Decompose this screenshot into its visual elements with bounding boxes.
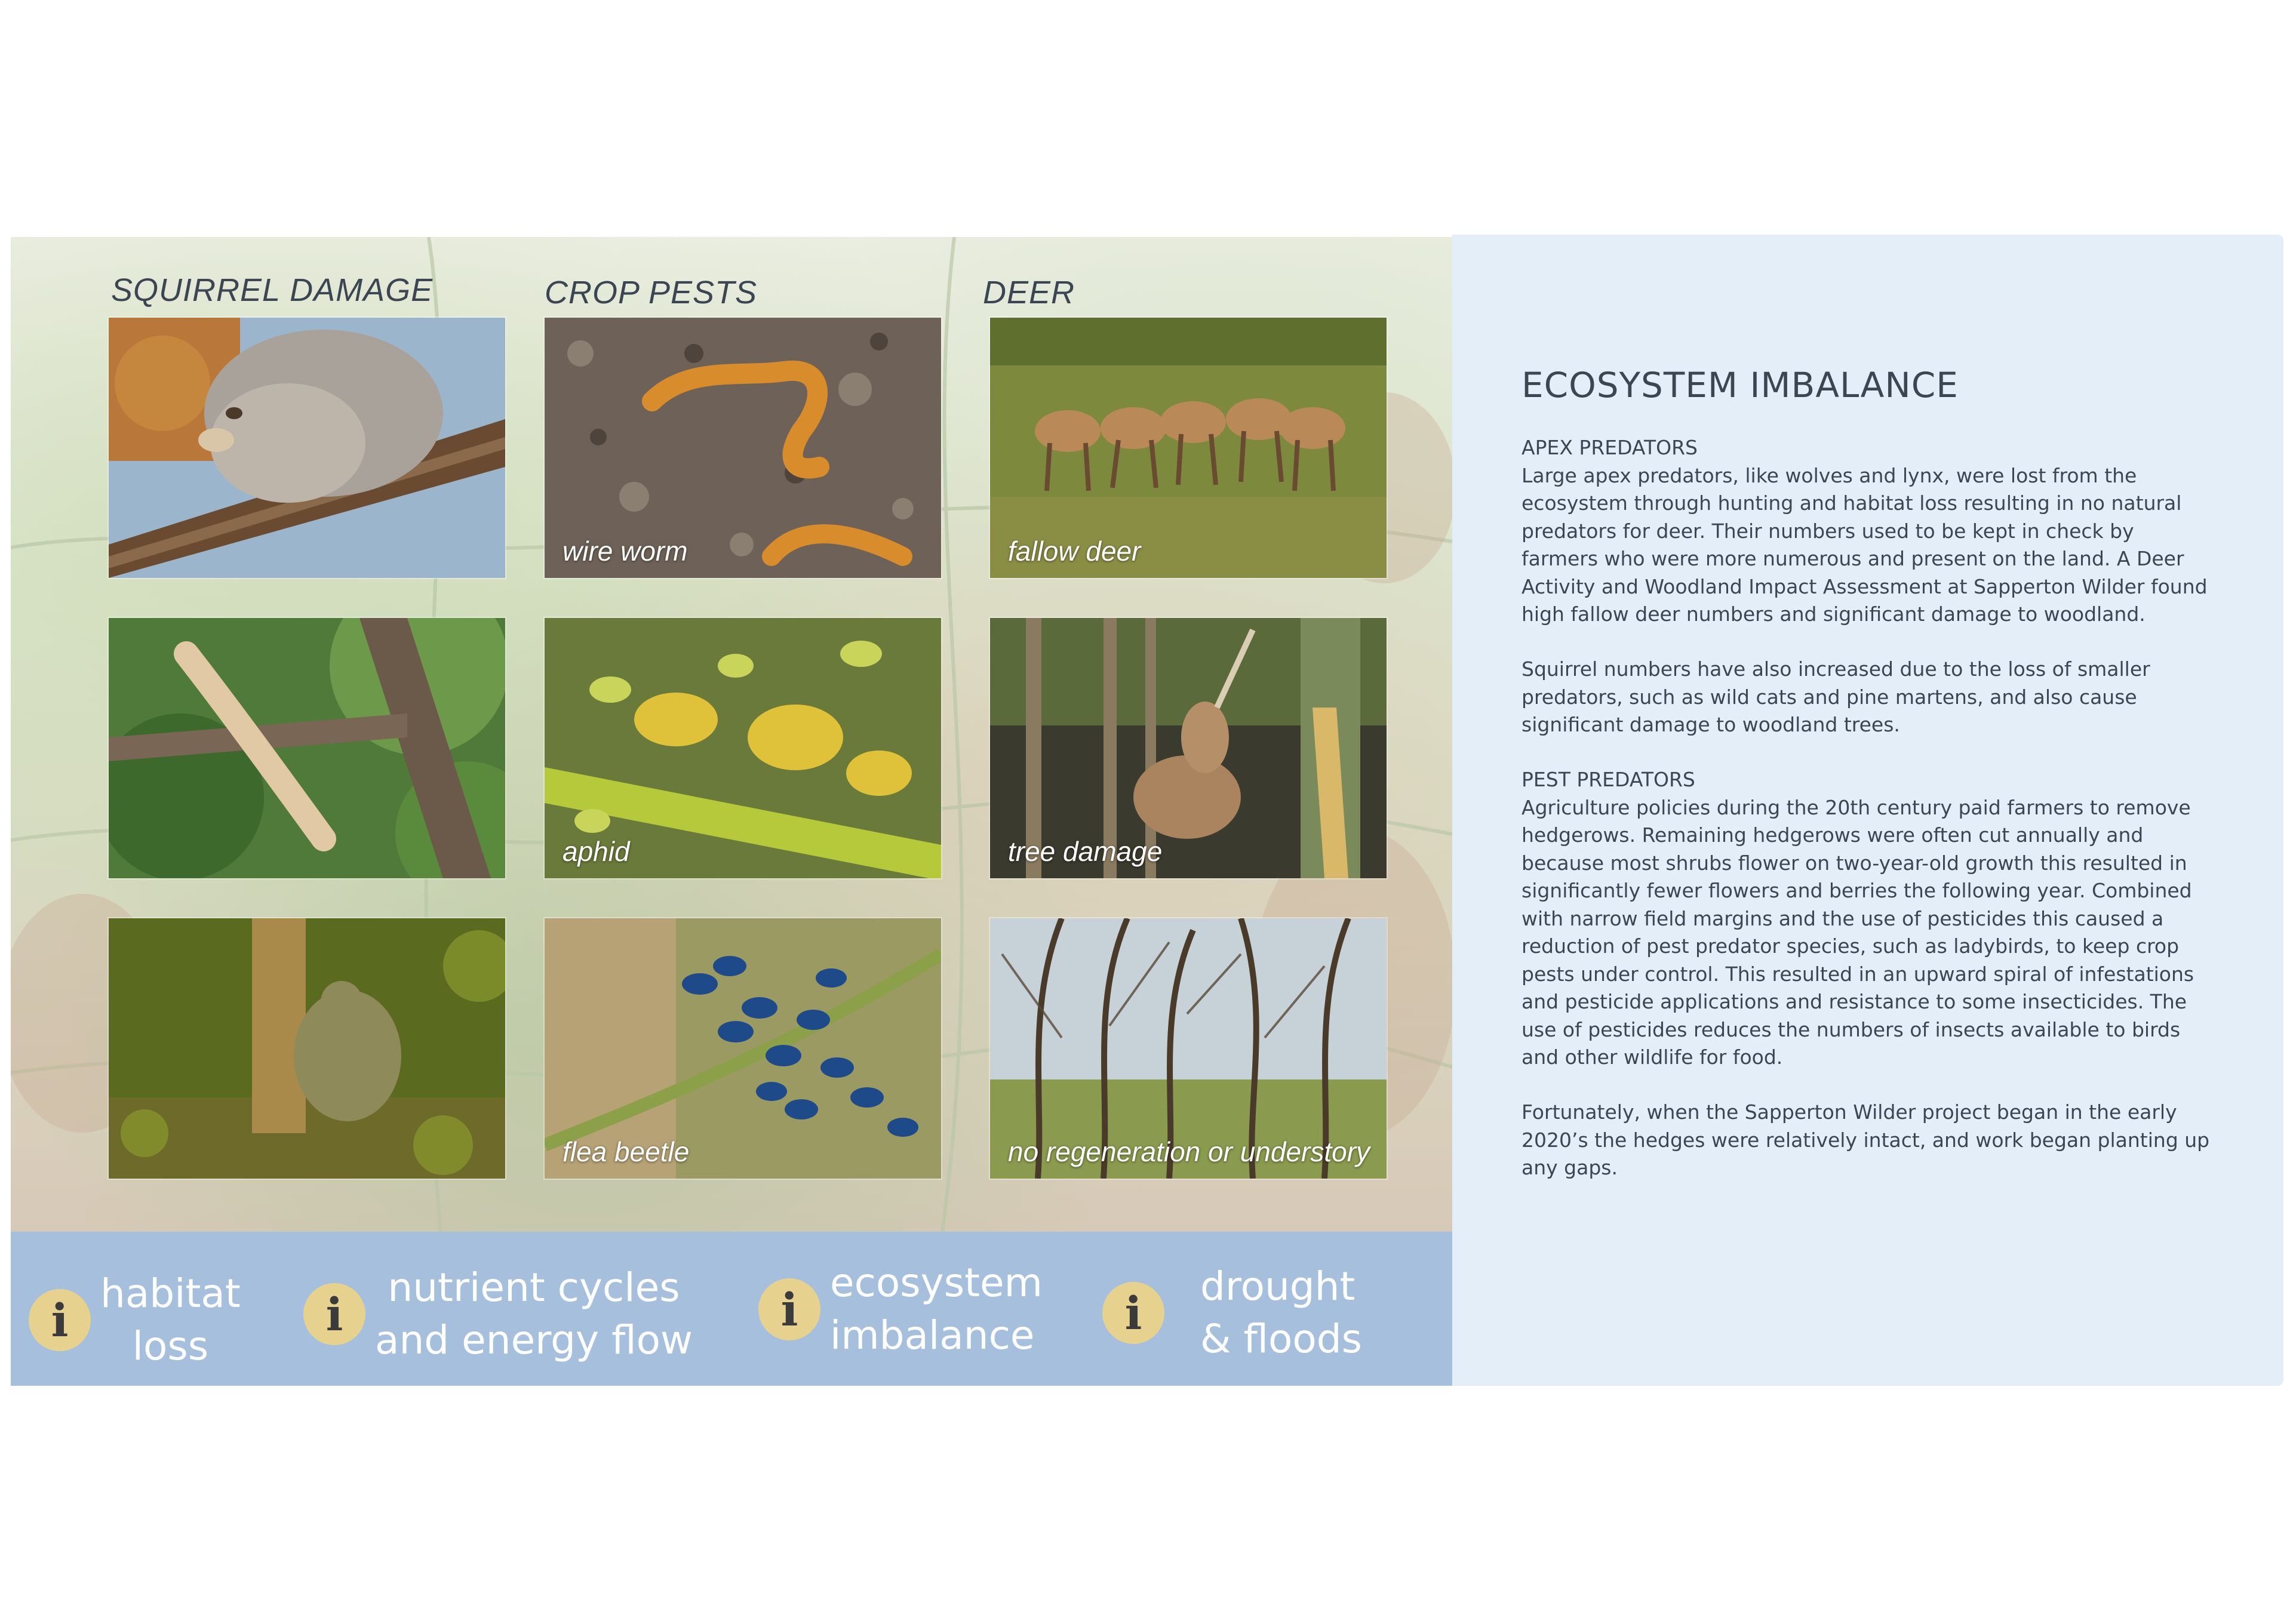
category-title-deer: DEER	[983, 275, 1075, 310]
photo-caption-flea-beetle: flea beetle	[563, 1136, 690, 1167]
topic-button-drought-floods[interactable]	[1102, 1260, 1362, 1365]
topic-label-line: drought	[1200, 1263, 1355, 1309]
topic-label	[375, 1262, 693, 1367]
photo-caption-aphid: aphid	[563, 836, 630, 867]
no-regeneration-photo	[990, 918, 1387, 1179]
topic-label-line: & floods	[1200, 1316, 1363, 1362]
fallow-deer-photo	[990, 318, 1387, 578]
topic-button-ecosystem-imbalance[interactable]	[758, 1257, 1043, 1362]
section-body: Large apex predators, like wolves and lynx, were lost from the ecosystem through hunting and habitat loss resulting in no natural predators for deer. Their numbers used to be kept in check by farmers who were more numerous and present on the land. A Deer Activity and Woodland Impact Assessment at Sapperton Wilder found high fallow deer numbers and significant damage to woodland.	[1522, 463, 2208, 626]
squirrel-photo	[109, 318, 505, 578]
aphid-photo	[545, 618, 941, 878]
photo-collage-panel	[11, 237, 1452, 1232]
topic-label-line: ecosystem	[830, 1260, 1043, 1306]
topic-label	[100, 1268, 241, 1373]
tree-damage-photo	[990, 618, 1387, 878]
category-title-crop-pests: CROP PESTS	[545, 275, 758, 310]
photo-caption-no-regeneration: no regeneration or understory	[1008, 1136, 1370, 1167]
wire-worm-photo	[545, 318, 941, 578]
article-section-pest-predators	[1522, 766, 2214, 1072]
section-heading: PEST PREDATORS	[1522, 768, 1695, 791]
squirrel-stump-photo	[109, 918, 505, 1179]
stripped-branch-photo	[109, 618, 505, 878]
category-title-squirrel-damage: SQUIRREL DAMAGE	[111, 272, 434, 308]
topic-button-nutrient-cycles[interactable]	[303, 1262, 693, 1367]
article-section-squirrels	[1522, 656, 2214, 739]
topic-label-line: habitat	[100, 1271, 241, 1317]
topic-label-line: loss	[132, 1323, 209, 1369]
topic-label-line: nutrient cycles	[388, 1265, 680, 1311]
article-section-fortunately	[1522, 1099, 2214, 1182]
photo-caption-tree-damage: tree damage	[1008, 836, 1163, 867]
info-icon[interactable]: i	[1102, 1282, 1164, 1344]
topic-label-line: imbalance	[830, 1312, 1035, 1358]
topic-navigation-bar	[11, 1232, 1452, 1386]
info-icon[interactable]: i	[29, 1289, 91, 1351]
topic-label-line: and energy flow	[375, 1317, 693, 1363]
section-body: Squirrel numbers have also increased due to the loss of smaller predators, such as wild cats and pine martens, and also cause significant damage to woodland trees.	[1522, 657, 2150, 736]
topic-button-habitat-loss[interactable]	[29, 1268, 241, 1373]
section-body: Fortunately, when the Sapperton Wilder project began in the early 2020’s the hedges were relatively intact, and work began planting up any gaps.	[1522, 1100, 2210, 1179]
topic-label	[830, 1257, 1043, 1362]
section-heading: APEX PREDATORS	[1522, 436, 1698, 459]
section-body: Agriculture policies during the 20th century paid farmers to remove hedgerows. Remaining hedgerows were often cut annually and because most shrubs flower on two-year-old growth this resulted in significantly fewer flowers and berries the following year. Combined with narrow field margins and the use of pesticides this caused a reduction of pest predator species, such as ladybirds, to keep crop pests under control. This resulted in an upward spiral of infestations and pesticide applications and resistance to some insecticides. The use of pesticides reduces the numbers of insects available to birds and other wildlife for food.	[1522, 795, 2194, 1069]
topic-label	[1200, 1260, 1362, 1365]
info-text-panel	[1452, 235, 2283, 1386]
info-icon[interactable]: i	[303, 1283, 365, 1345]
photo-caption-wire-worm: wire worm	[563, 536, 688, 567]
flea-beetle-photo	[545, 918, 941, 1179]
info-icon[interactable]: i	[758, 1278, 820, 1340]
article-section-apex-predators	[1522, 434, 2214, 629]
article-title: ECOSYSTEM IMBALANCE	[1522, 365, 1959, 405]
photo-caption-fallow-deer: fallow deer	[1008, 536, 1141, 567]
